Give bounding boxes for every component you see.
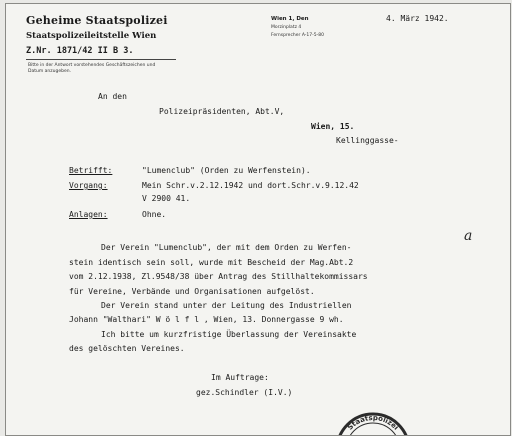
body-line-2: stein identisch sein soll, wurde mit Bescheid der Mag.Abt.2 — [69, 258, 354, 267]
letter-date: 4. März 1942. — [386, 14, 449, 23]
stamp-text: Staatspolizei — [346, 413, 401, 432]
reply-note-line-2: Datum anzugeben. — [28, 69, 72, 74]
body-line-1: Der Verein "Lumenclub", der mit dem Orden zu Werfen- — [101, 243, 352, 252]
file-number: Z.Nr. 1871/42 II B 3. — [26, 46, 134, 56]
recipient-line-2: Polizeipräsidenten, Abt.V, — [159, 107, 285, 116]
body-line-5: Der Verein stand unter der Leitung des Industriellen — [101, 301, 352, 310]
signature-line: gez.Schindler (I.V.) — [196, 388, 293, 397]
subject-value: "Lumenclub" (Orden zu Werfenstein). — [142, 166, 311, 175]
subject-label: Betrifft: — [69, 166, 113, 175]
letterhead-rule — [26, 59, 176, 60]
prior-value-1: Mein Schr.v.2.12.1942 und dort.Schr.v.9.12.42 — [142, 181, 359, 190]
handwritten-annotation: a — [464, 228, 473, 244]
prior-value-2: V 2900 41. — [142, 194, 191, 203]
phone-line: Fernsprecher A-17-5-80 — [271, 33, 324, 38]
enclosure-label: Anlagen: — [69, 210, 108, 219]
body-line-4: für Vereine, Verbände und Organisationen aufgelöst. — [69, 287, 315, 296]
enclosure-value: Ohne. — [142, 210, 167, 219]
letter-page — [5, 3, 511, 436]
body-line-7: Ich bitte um kurzfristige Überlassung der Vereinsakte — [101, 330, 357, 339]
body-line-3: vom 2.12.1938, Zl.9548/38 über Antrag des Stillhaltekommissars — [69, 272, 368, 281]
recipient-street: Kellinggasse- — [336, 136, 399, 145]
letterhead-org: Geheime Staatspolizei — [26, 14, 168, 27]
address-line: Morzinplatz 4 — [271, 25, 302, 30]
prior-label: Vorgang: — [69, 181, 108, 190]
letterhead-office: Staatspolizeileitstelle Wien — [26, 31, 157, 41]
reply-note-line-1: Bitte in der Antwort vorstehendes Geschäftszeichen und — [28, 63, 156, 68]
reply-note — [28, 63, 155, 75]
body-line-8: des gelöschten Vereines. — [69, 344, 185, 353]
stamp-seal — [328, 410, 418, 436]
closing-line: Im Auftrage: — [211, 373, 269, 382]
body-line-6: Johann "Walthari" W ö l f l , Wien, 13. Donnergasse 9 wh. — [69, 315, 344, 324]
location-line: Wien 1, Den — [271, 16, 309, 22]
recipient-city: Wien, 15. — [311, 122, 355, 131]
recipient-line-1: An den — [98, 92, 127, 101]
